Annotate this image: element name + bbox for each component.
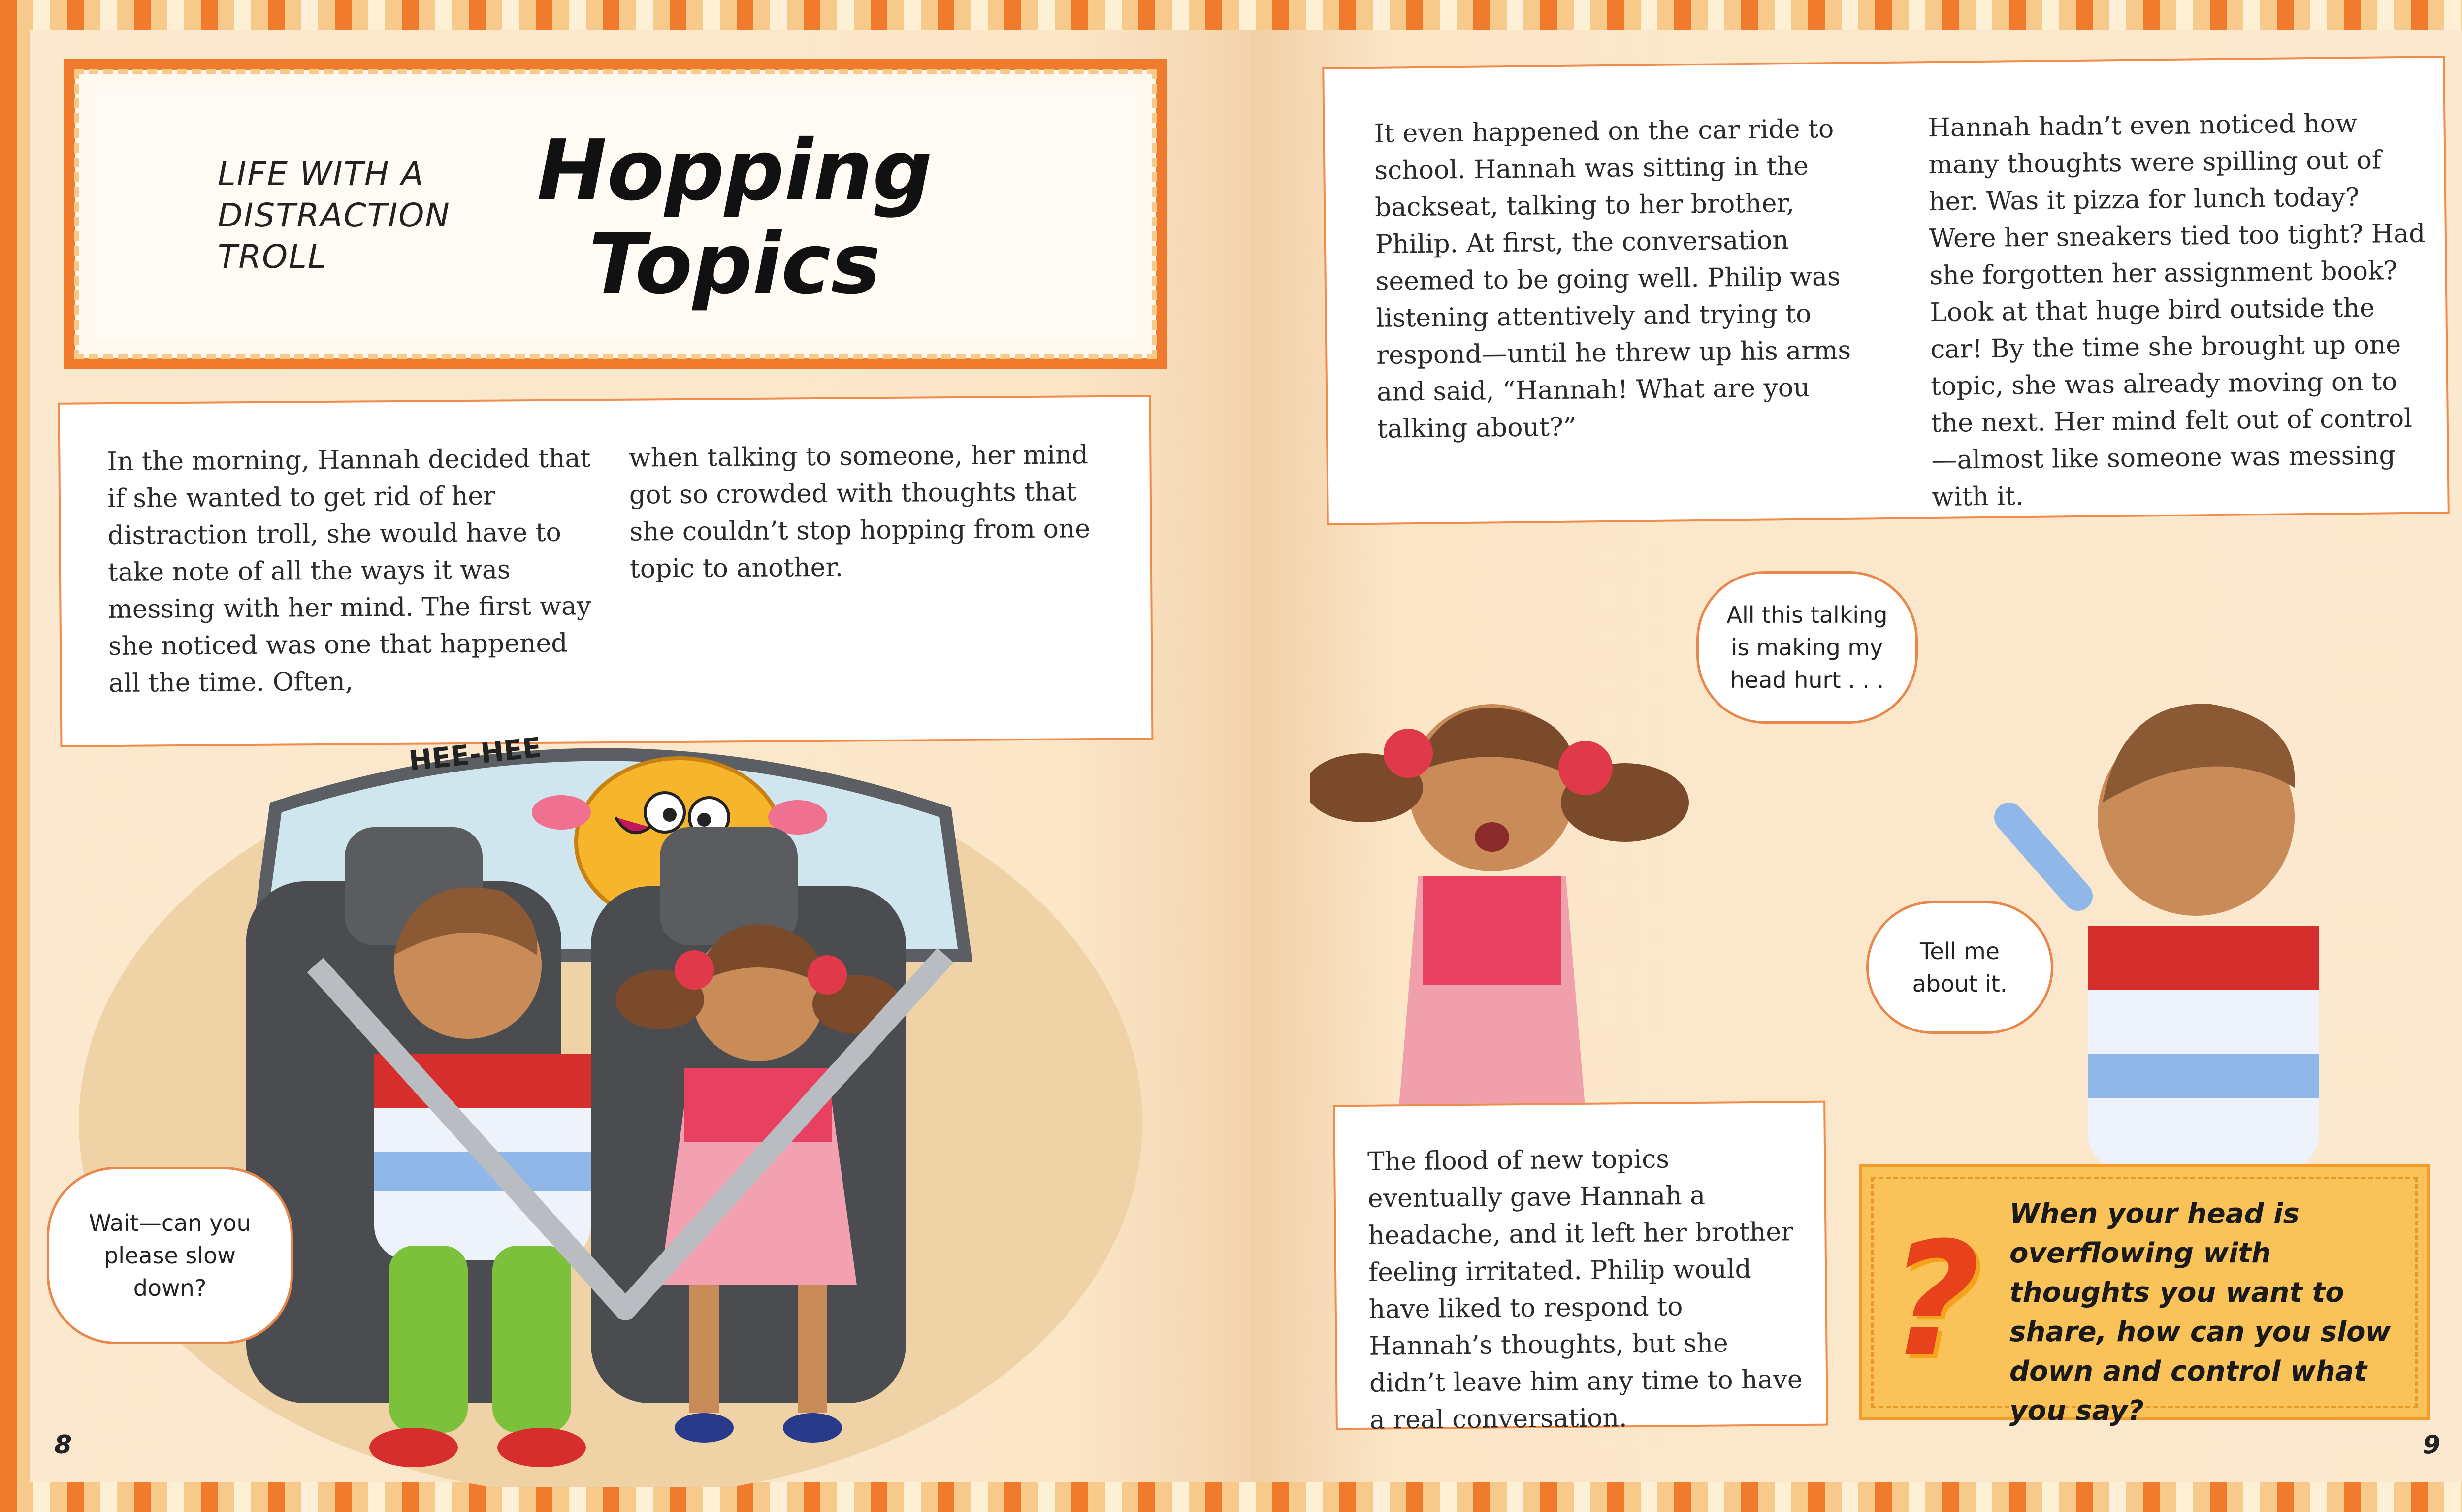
chapter-title xyxy=(513,124,956,311)
right-text-panel xyxy=(1322,56,2450,525)
chapter-title-line2: Topics xyxy=(588,216,881,313)
siblings-illustration xyxy=(1310,640,2442,1172)
speech-bubble-philip-left xyxy=(47,1167,293,1344)
page-number-left: 8 xyxy=(54,1430,72,1460)
hannah-headache-character xyxy=(1310,704,1689,1113)
bottom-text-panel xyxy=(1333,1101,1828,1435)
car-backseat-illustration xyxy=(69,679,1152,1487)
bottom-text: The flood of new topics eventually gave Hannah a headache, and it left her brother feeling irritated. Philip would have liked to respond to Hannah’s thoughts, but she didn’t leave him any time to have a real conversation. xyxy=(1367,1144,1803,1435)
left-text-col2: when talking to someone, her mind got so crowded with thoughts that she couldn’t stop hopping from one topic to another. xyxy=(629,440,1091,584)
right-text-col2: Hannah hadn’t even noticed how many thoughts were spilling out of her. Was it pizza for lunch today? Were her sneakers tied too tight? Had she forgotten her assignment book? Look at that huge bird outside the car! By the time she brought up one topic, she was already moving on to the next. Her mind felt out of control—almost like someone was messing with it. xyxy=(1928,108,2426,513)
question-panel xyxy=(1859,1164,2430,1427)
page-number-right: 9 xyxy=(2423,1430,2441,1460)
left-text-col1: In the morning, Hannah decided that if she wanted to get rid of her distraction troll, she would have to take note of all the ways it was messing with her mind. The first way she noticed was one that happened all the time. Often, xyxy=(107,444,591,699)
question-text: When your head is overflowing with thoughts you want to share, how can you slow down and control what you say? xyxy=(2009,1198,2391,1427)
speech-bubble-text: All this talking is making my head hurt . . . xyxy=(1726,602,1888,693)
speech-bubble-hannah xyxy=(1696,571,1918,724)
series-title: LIFE WITH A DISTRACTION TROLL xyxy=(218,155,451,276)
sound-effect-text: HEE-HEE xyxy=(407,732,543,777)
speech-bubble-text: Wait—can you please slow down? xyxy=(89,1210,251,1301)
speech-bubble-text: Tell me about it. xyxy=(1912,938,2008,997)
title-panel xyxy=(64,59,1167,369)
right-text-col1: It even happened on the car ride to school. Hannah was sitting in the backseat, talking to her brother, Philip. At first, the conversation seemed to be going well. Philip was listening attentively and trying to respond—until he threw up his arms and said, “Hannah! What are you talking about?” xyxy=(1374,114,1851,444)
question-mark-icon: ? xyxy=(1889,1209,1980,1392)
speech-bubble-philip-right xyxy=(1866,901,2053,1034)
chapter-title-line1: Hopping xyxy=(537,122,933,220)
philip-annoyed-character xyxy=(2009,704,2319,1172)
